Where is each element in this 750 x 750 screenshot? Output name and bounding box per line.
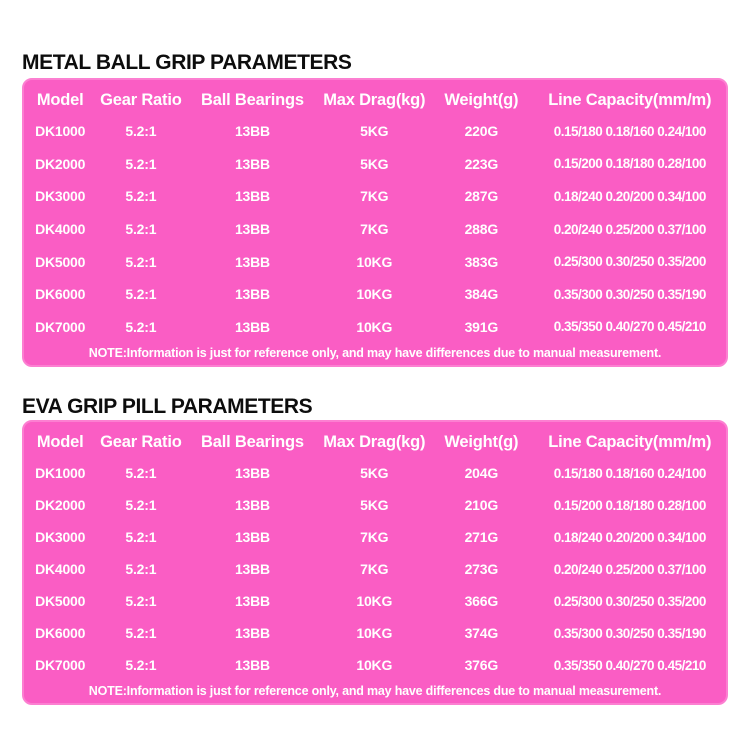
column-header-ball-bearings: Ball Bearings (201, 432, 304, 451)
cell-weight: 271G (464, 529, 499, 545)
cell-line-capacity: 0.15/200 0.18/180 0.28/100 (553, 497, 706, 513)
cell-model: DK2000 (35, 155, 86, 172)
table-note: NOTE:Information is just for reference only, and may have differences due to manual measurement. (88, 684, 662, 698)
cell-max-drag: 10KG (356, 253, 393, 270)
cell-line-capacity: 0.15/200 0.18/180 0.28/100 (553, 156, 706, 172)
table-row (24, 213, 726, 246)
cell-weight: 287G (464, 188, 499, 205)
cell-weight: 366G (464, 593, 499, 609)
cell-ball-bearings: 13BB (234, 123, 270, 140)
cell-weight: 391G (464, 318, 499, 335)
cell-gear-ratio: 5.2:1 (125, 593, 157, 609)
cell-ball-bearings: 13BB (234, 221, 270, 238)
cell-weight: 273G (464, 561, 499, 577)
column-header-gear-ratio: Gear Ratio (100, 90, 182, 109)
table-row (24, 245, 726, 278)
cell-ball-bearings: 13BB (234, 465, 270, 481)
column-header-model: Model (36, 432, 84, 451)
column-header-weight: Weight(g) (444, 432, 519, 451)
column-header-model: Model (36, 90, 84, 109)
cell-weight: 220G (464, 123, 499, 140)
cell-line-capacity: 0.25/300 0.30/250 0.35/200 (553, 593, 706, 609)
cell-model: DK7000 (35, 318, 86, 335)
cell-gear-ratio: 5.2:1 (125, 318, 157, 335)
cell-line-capacity: 0.35/350 0.40/270 0.45/210 (553, 319, 706, 335)
cell-weight: 374G (464, 625, 499, 641)
cell-model: DK6000 (35, 286, 86, 303)
cell-gear-ratio: 5.2:1 (125, 561, 157, 577)
cell-gear-ratio: 5.2:1 (125, 465, 157, 481)
table-row (24, 521, 726, 553)
column-header-gear-ratio: Gear Ratio (100, 432, 182, 451)
table-row (24, 115, 726, 148)
table-row (24, 553, 726, 585)
column-header-weight: Weight(g) (444, 90, 519, 109)
cell-gear-ratio: 5.2:1 (125, 529, 157, 545)
section-title-eva-grip-pill: EVA GRIP PILL PARAMETERS (22, 395, 313, 418)
table-row (24, 180, 726, 213)
cell-ball-bearings: 13BB (234, 253, 270, 270)
cell-max-drag: 5KG (360, 465, 389, 481)
cell-ball-bearings: 13BB (234, 188, 270, 205)
cell-max-drag: 7KG (360, 529, 389, 545)
column-header-line-capacity: Line Capacity(mm/m) (548, 90, 712, 109)
cell-max-drag: 10KG (356, 625, 393, 641)
spec-table-metal-ball-grip (22, 78, 728, 367)
cell-ball-bearings: 13BB (234, 497, 270, 513)
cell-max-drag: 5KG (360, 497, 389, 513)
section-title-metal-ball-grip: METAL BALL GRIP PARAMETERS (22, 51, 352, 74)
table-row (24, 489, 726, 521)
cell-model: DK2000 (35, 497, 86, 513)
column-header-ball-bearings: Ball Bearings (201, 90, 304, 109)
cell-weight: 223G (464, 155, 499, 172)
cell-max-drag: 5KG (360, 155, 389, 172)
cell-gear-ratio: 5.2:1 (125, 123, 157, 140)
cell-ball-bearings: 13BB (234, 286, 270, 303)
cell-weight: 204G (464, 465, 499, 481)
cell-max-drag: 10KG (356, 318, 393, 335)
cell-model: DK4000 (35, 221, 86, 238)
cell-max-drag: 10KG (356, 286, 393, 303)
cell-line-capacity: 0.18/240 0.20/200 0.34/100 (553, 188, 706, 204)
cell-max-drag: 10KG (356, 657, 393, 673)
cell-model: DK1000 (35, 465, 86, 481)
cell-model: DK7000 (35, 657, 86, 673)
cell-gear-ratio: 5.2:1 (125, 497, 157, 513)
table-row (24, 278, 726, 311)
cell-gear-ratio: 5.2:1 (125, 286, 157, 303)
cell-line-capacity: 0.15/180 0.18/160 0.24/100 (553, 123, 706, 139)
cell-max-drag: 7KG (360, 561, 389, 577)
cell-gear-ratio: 5.2:1 (125, 155, 157, 172)
cell-max-drag: 5KG (360, 123, 389, 140)
cell-weight: 376G (464, 657, 499, 673)
cell-line-capacity: 0.15/180 0.18/160 0.24/100 (553, 465, 706, 481)
cell-model: DK3000 (35, 529, 86, 545)
cell-model: DK5000 (35, 593, 86, 609)
cell-ball-bearings: 13BB (234, 155, 270, 172)
cell-ball-bearings: 13BB (234, 593, 270, 609)
cell-max-drag: 10KG (356, 593, 393, 609)
cell-gear-ratio: 5.2:1 (125, 188, 157, 205)
cell-weight: 210G (464, 497, 499, 513)
spec-table-eva-grip-pill (22, 420, 728, 705)
cell-gear-ratio: 5.2:1 (125, 657, 157, 673)
cell-line-capacity: 0.35/300 0.30/250 0.35/190 (553, 625, 706, 641)
cell-ball-bearings: 13BB (234, 625, 270, 641)
cell-model: DK4000 (35, 561, 86, 577)
cell-max-drag: 7KG (360, 221, 389, 238)
table-row (24, 457, 726, 489)
column-header-max-drag: Max Drag(kg) (323, 432, 426, 451)
cell-ball-bearings: 13BB (234, 561, 270, 577)
table-row (24, 649, 726, 681)
cell-model: DK1000 (35, 123, 86, 140)
table-header-row (24, 85, 726, 115)
cell-max-drag: 7KG (360, 188, 389, 205)
cell-gear-ratio: 5.2:1 (125, 221, 157, 238)
cell-line-capacity: 0.18/240 0.20/200 0.34/100 (553, 529, 706, 545)
cell-line-capacity: 0.25/300 0.30/250 0.35/200 (553, 254, 706, 270)
table-row (24, 617, 726, 649)
cell-ball-bearings: 13BB (234, 529, 270, 545)
cell-weight: 384G (464, 286, 499, 303)
cell-line-capacity: 0.35/300 0.30/250 0.35/190 (553, 286, 706, 302)
cell-gear-ratio: 5.2:1 (125, 253, 157, 270)
cell-line-capacity: 0.20/240 0.25/200 0.37/100 (553, 221, 706, 237)
cell-model: DK5000 (35, 253, 86, 270)
column-header-max-drag: Max Drag(kg) (323, 90, 426, 109)
table-row (24, 310, 726, 343)
cell-ball-bearings: 13BB (234, 657, 270, 673)
table-header-row (24, 427, 726, 457)
cell-weight: 383G (464, 253, 499, 270)
cell-line-capacity: 0.20/240 0.25/200 0.37/100 (553, 561, 706, 577)
table-body (24, 115, 726, 343)
cell-weight: 288G (464, 221, 499, 238)
cell-line-capacity: 0.35/350 0.40/270 0.45/210 (553, 657, 706, 673)
table-body (24, 457, 726, 681)
column-header-line-capacity: Line Capacity(mm/m) (548, 432, 712, 451)
cell-ball-bearings: 13BB (234, 318, 270, 335)
cell-gear-ratio: 5.2:1 (125, 625, 157, 641)
cell-model: DK3000 (35, 188, 86, 205)
cell-model: DK6000 (35, 625, 86, 641)
table-row (24, 585, 726, 617)
table-note: NOTE:Information is just for reference only, and may have differences due to manual measurement. (88, 346, 662, 360)
table-row (24, 148, 726, 181)
